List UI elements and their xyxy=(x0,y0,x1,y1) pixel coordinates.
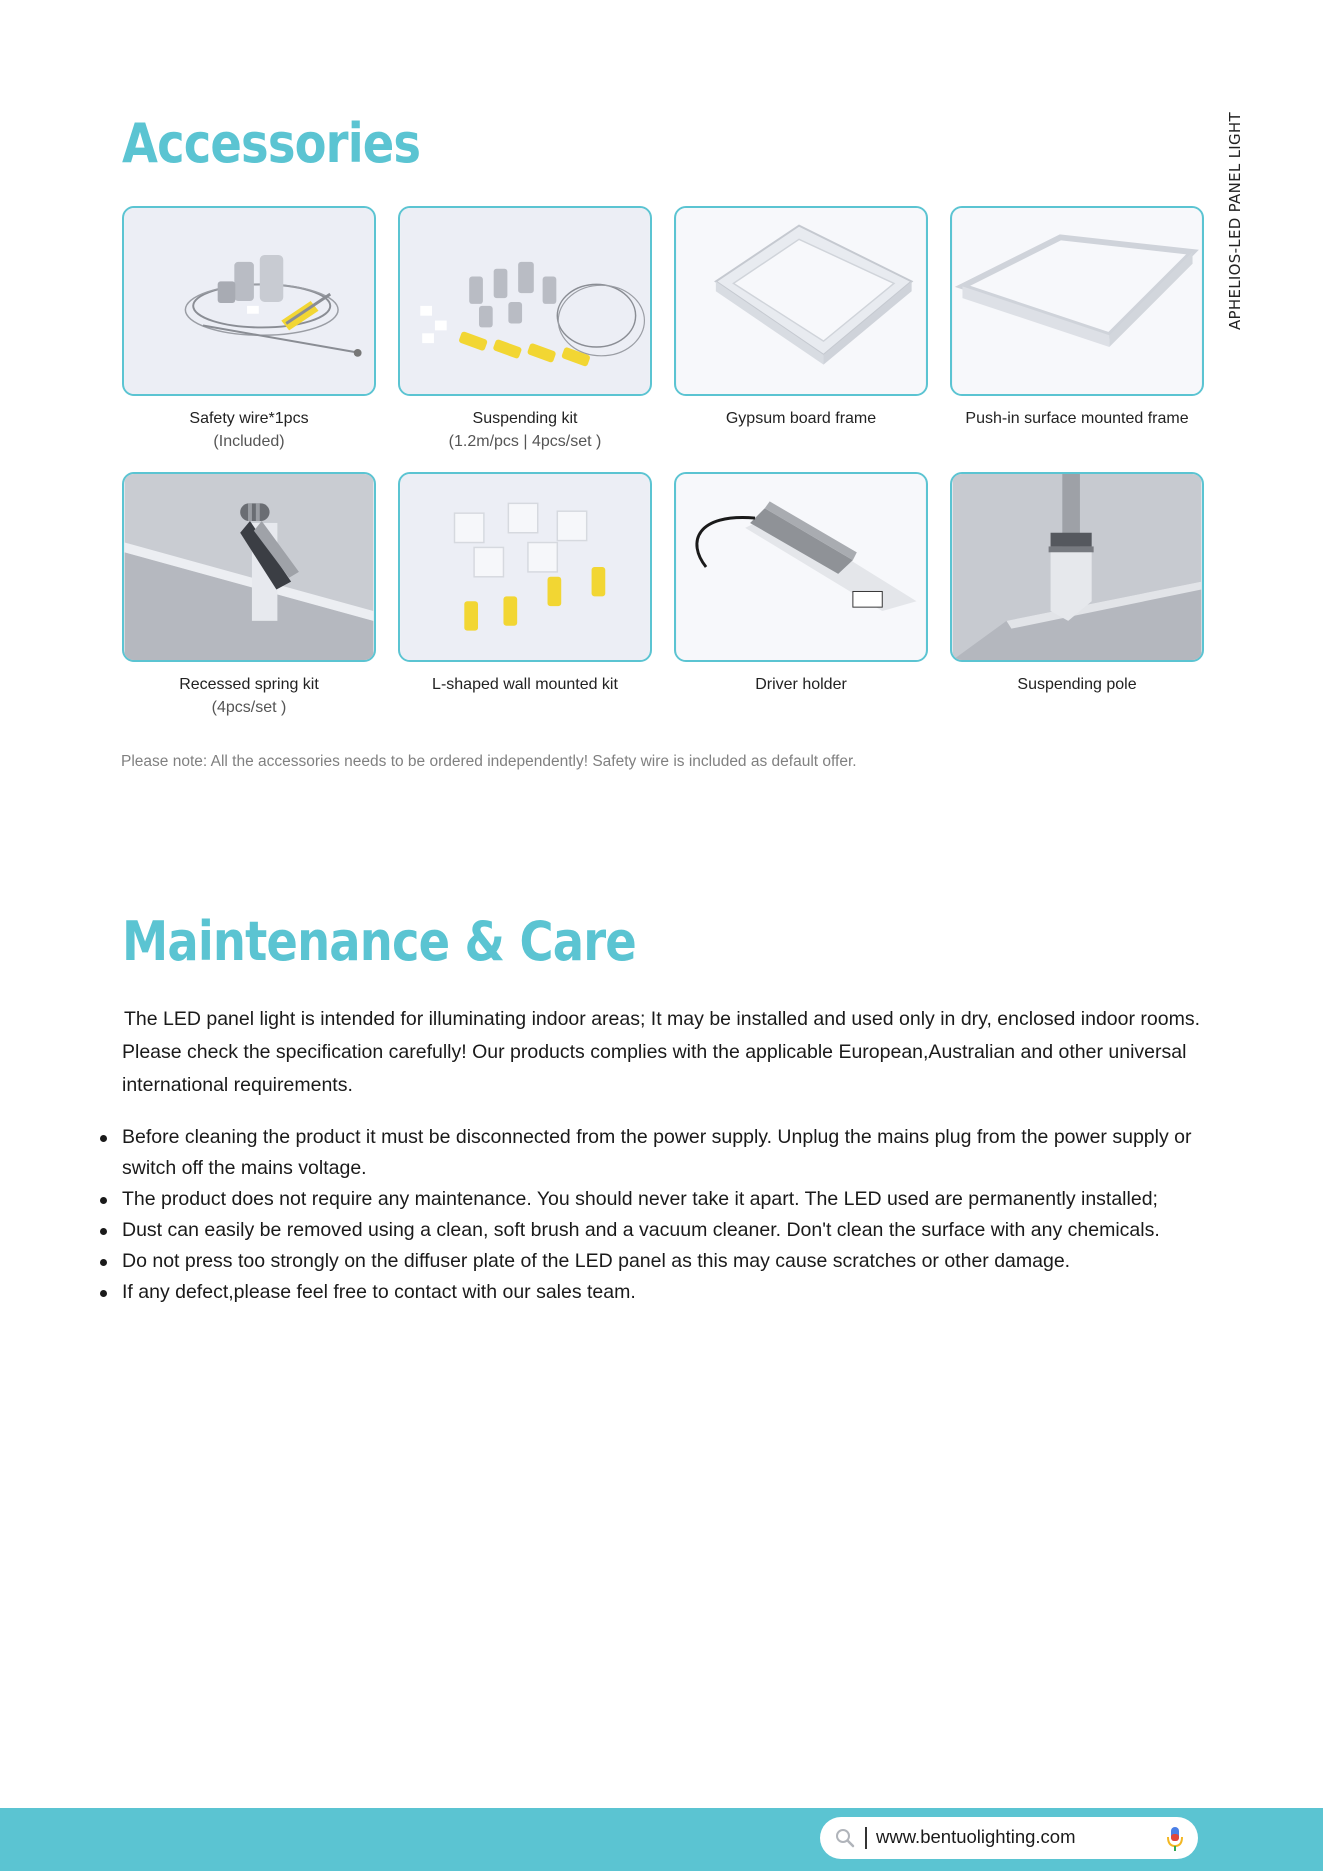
accessories-note: Please note: All the accessories needs to be ordered independently! Safety wire is included as default offer. xyxy=(121,753,857,770)
list-item-text: Do not press too strongly on the diffuser plate of the LED panel as this may cause scratches or other damage. xyxy=(122,1250,1071,1272)
search-bar[interactable] xyxy=(820,1817,1198,1859)
bullet-icon xyxy=(100,1259,107,1266)
accessory-sub: (4pcs/set ) xyxy=(211,699,287,716)
accessory-card xyxy=(122,206,376,453)
bullet-icon xyxy=(100,1197,107,1204)
suspending-kit-image xyxy=(398,206,652,396)
list-item-text: The product does not require any maintenance. You should never take it apart. The LED used are permanently installed; xyxy=(122,1188,1158,1210)
accessory-card xyxy=(950,472,1204,697)
bullet-icon xyxy=(100,1290,107,1297)
list-item xyxy=(122,1246,1212,1277)
accessory-card xyxy=(398,206,652,453)
bullet-icon xyxy=(100,1135,107,1142)
list-item xyxy=(122,1122,1212,1184)
list-item xyxy=(122,1215,1212,1246)
accessory-card xyxy=(398,472,652,697)
suspending-pole-image xyxy=(950,472,1204,662)
accessory-name: Safety wire*1pcs xyxy=(189,410,309,427)
accessory-card xyxy=(122,472,376,719)
wall-kit-image xyxy=(398,472,652,662)
website-url[interactable]: www.bentuolighting.com xyxy=(876,1826,1076,1847)
surface-frame-image xyxy=(950,206,1204,396)
list-item xyxy=(122,1184,1212,1215)
maintenance-title: Maintenance & Care xyxy=(122,910,636,973)
accessories-title: Accessories xyxy=(122,112,421,175)
accessory-name: L-shaped wall mounted kit xyxy=(432,676,618,693)
microphone-icon[interactable] xyxy=(1166,1825,1184,1853)
search-icon xyxy=(834,1827,856,1849)
list-item-text: Before cleaning the product it must be disconnected from the power supply. Unplug the mains plug from the power supply or switch off the mains voltage. xyxy=(122,1126,1192,1179)
text-cursor xyxy=(865,1827,867,1849)
accessory-name: Recessed spring kit xyxy=(179,676,319,693)
list-item xyxy=(122,1277,1212,1308)
accessory-sub: (1.2m/pcs | 4pcs/set ) xyxy=(448,433,602,450)
safety-wire-image xyxy=(122,206,376,396)
list-item-text: If any defect,please feel free to contact with our sales team. xyxy=(122,1281,636,1303)
accessory-name: Suspending pole xyxy=(1017,676,1137,693)
list-item-text: Dust can easily be removed using a clean, soft brush and a vacuum cleaner. Don't clean the surface with any chemicals. xyxy=(122,1219,1160,1241)
side-label: APHELIOS-LED PANEL LIGHT xyxy=(1226,112,1244,330)
accessory-name: Driver holder xyxy=(755,676,847,693)
accessory-name: Suspending kit xyxy=(472,410,578,427)
gypsum-frame-image xyxy=(674,206,928,396)
accessory-sub: (Included) xyxy=(213,433,285,450)
accessory-card xyxy=(674,472,928,697)
driver-holder-image xyxy=(674,472,928,662)
accessory-card xyxy=(950,206,1204,431)
accessory-name: Push-in surface mounted frame xyxy=(965,410,1189,427)
bullet-icon xyxy=(100,1228,107,1235)
accessory-card xyxy=(674,206,928,431)
maintenance-intro: The LED panel light is intended for illuminating indoor areas; It may be installed and used only in dry, enclosed indoor rooms. Please check the specification carefully! Our products complies with the applicable European,Australian and other universal international requirements. xyxy=(122,1008,1200,1096)
maintenance-list xyxy=(122,1122,1212,1308)
accessory-name: Gypsum board frame xyxy=(725,410,877,427)
spring-kit-image xyxy=(122,472,376,662)
